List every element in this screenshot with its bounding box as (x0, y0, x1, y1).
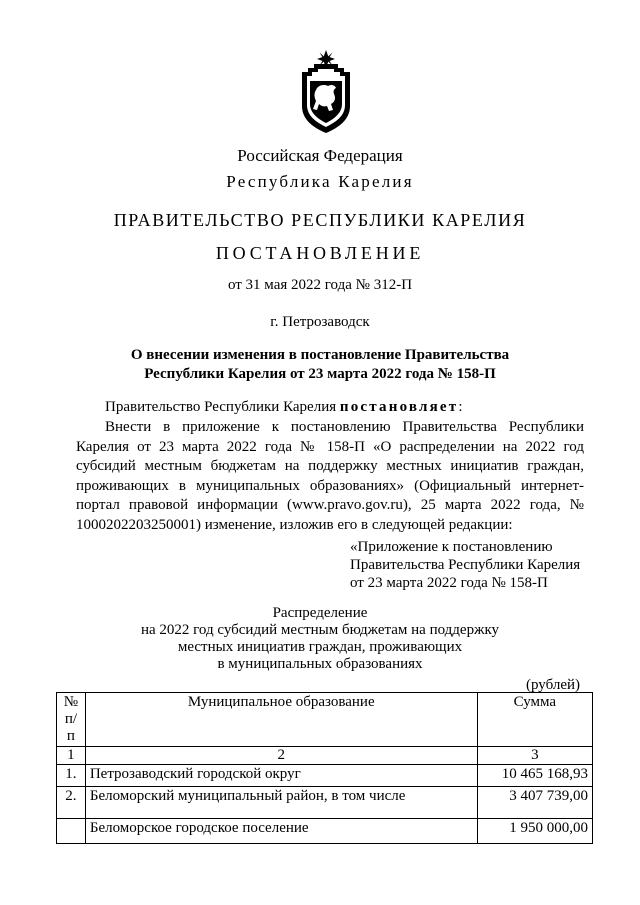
header-municipality-cell: Муниципальное образование (85, 693, 477, 747)
republic-heading: Республика Карелия (226, 172, 414, 191)
row-sum-cell: 3 407 739,00 (477, 787, 592, 819)
row-sum-cell: 10 465 168,93 (477, 765, 592, 787)
distribution-line-2: на 2022 год субсидий местным бюджетам на поддержку (140, 622, 500, 638)
table-row (57, 787, 593, 819)
intro-resolves-word: постановляет (339, 399, 459, 415)
intro-lead: Правительство Республики Карелия (105, 399, 340, 415)
table-row (57, 819, 593, 844)
currency-units-label: (рублей) (526, 677, 581, 693)
annex-line-2: Правительства Республики Карелия (350, 557, 581, 573)
country-heading: Российская Федерация (237, 146, 403, 165)
row-number-cell: 2. (57, 787, 86, 819)
resolution-intro-paragraph (76, 398, 584, 418)
document-type-heading: ПОСТАНОВЛЕНИЕ (215, 243, 425, 263)
index-cell: 3 (477, 747, 592, 765)
distribution-line-4: в муниципальных образованиях (217, 656, 423, 672)
row-municipality-cell: Петрозаводский городской округ (85, 765, 477, 787)
annex-line-1: «Приложение к постановлению (350, 539, 553, 555)
city-line: г. Петрозаводск (270, 314, 370, 330)
annex-reference (350, 538, 580, 592)
table-row (57, 765, 593, 787)
coat-of-arms-emblem (298, 50, 354, 134)
row-municipality-cell: Беломорское городское поселение (85, 819, 477, 844)
document-date-number: от 31 мая 2022 года № 312-П (227, 277, 413, 293)
annex-line-3: от 23 марта 2022 года № 158-П (350, 575, 548, 591)
row-number-cell: 1. (57, 765, 86, 787)
government-heading: ПРАВИТЕЛЬСТВО РЕСПУБЛИКИ КАРЕЛИЯ (113, 210, 527, 230)
intro-tail: : (458, 399, 463, 415)
row-municipality-cell: Беломорский муниципальный район, в том числе (85, 787, 477, 819)
amendment-paragraph: Внести в приложение к постановлению Правительства Республики Карелия от 23 марта 2022 года № 158-П «О распределении на 2022 год субсидий местным бюджетам на поддержку местных инициатив граждан, проживающих в муниципальных образованиях» (Официальный интернет-портал правовой информации (www.pravo.gov.ru), 25 марта 2022 года, № 1000202203250001) изменение, изложив его в следующей редакции: (76, 419, 584, 533)
index-cell: 2 (85, 747, 477, 765)
subject-line-1: О внесении изменения в постановление Правительства (130, 347, 510, 363)
row-number-cell (57, 819, 86, 844)
header-sum-cell: Сумма (477, 693, 592, 747)
distribution-line-3: местных инициатив граждан, проживающих (177, 639, 463, 655)
row-sum-cell: 1 950 000,00 (477, 819, 592, 844)
header-number-cell: № п/п (57, 693, 86, 747)
document-subject (0, 346, 640, 384)
index-cell: 1 (57, 747, 86, 765)
table-index-row (57, 747, 593, 765)
distribution-table (56, 692, 593, 844)
distribution-line-1: Распределение (272, 605, 368, 621)
subject-line-2: Республики Карелия от 23 марта 2022 года № 158-П (144, 366, 496, 382)
table-header-row (57, 693, 593, 747)
distribution-title (0, 605, 640, 673)
